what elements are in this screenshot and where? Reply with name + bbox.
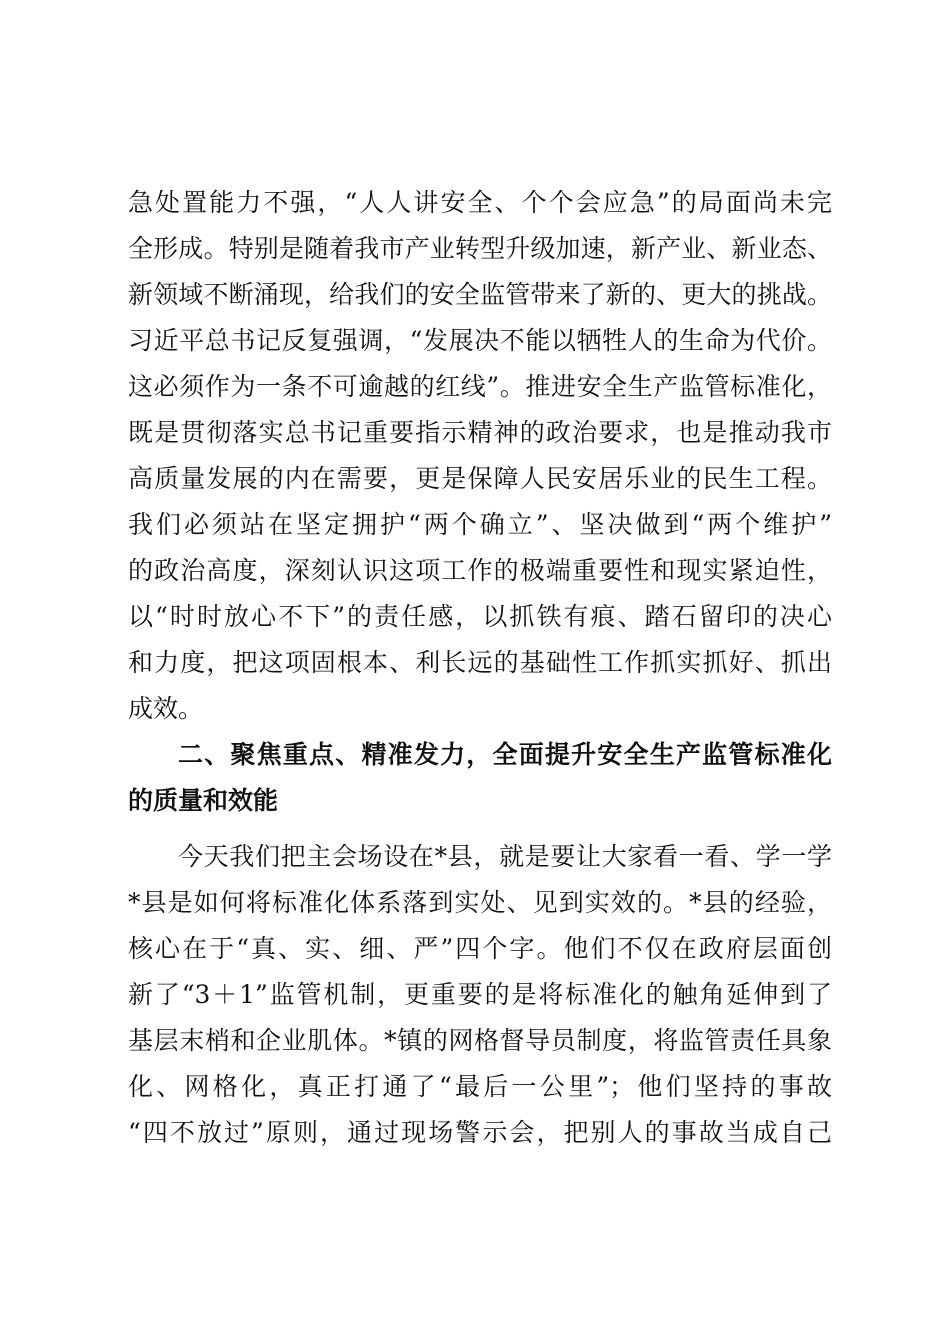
paragraph-1-line-10: 以“时时放心不下”的责任感，以抓铁有痕、踏石留印的决心 — [128, 602, 832, 631]
paragraph-1-line-5: 这必须作为一条不可逾越的红线”。推进安全生产监管标准化， — [128, 372, 832, 401]
paragraph-1-line-2: 全形成。特别是随着我市产业转型升级加速，新产业、新业态、 — [128, 234, 832, 263]
paragraph-2-line-2: *县是如何将标准化体系落到实处、见到实效的。*县的经验， — [128, 888, 832, 917]
paragraph-2-line-5: 基层末梢和企业肌体。*镇的网格督导员制度，将监管责任具象 — [128, 1026, 832, 1055]
section-heading-line-2: 的质量和效能 — [128, 786, 279, 815]
paragraph-1-line-9: 的政治高度，深刻认识这项工作的极端重要性和现实紧迫性， — [128, 556, 832, 585]
section-heading-line-1: 二、聚焦重点、精准发力，全面提升安全生产监管标准化 — [178, 740, 832, 769]
paragraph-1-line-11: 和力度，把这项固根本、利长远的基础性工作抓实抓好、抓出 — [128, 648, 832, 677]
paragraph-2-line-3: 核心在于“真、实、细、严”四个字。他们不仅在政府层面创 — [128, 934, 832, 963]
paragraph-1-line-3: 新领域不断涌现，给我们的安全监管带来了新的、更大的挑战。 — [128, 280, 832, 309]
paragraph-2-line-7: “四不放过”原则，通过现场警示会，把别人的事故当成自己 — [128, 1118, 832, 1147]
paragraph-2-line-6: 化、网格化，真正打通了“最后一公里”；他们坚持的事故 — [128, 1072, 832, 1101]
paragraph-1-line-8: 我们必须站在坚定拥护“两个确立”、坚决做到“两个维护” — [128, 510, 832, 539]
paragraph-2-line-4: 新了“3＋1”监管机制，更重要的是将标准化的触角延伸到了 — [128, 980, 832, 1009]
paragraph-1-line-6: 既是贯彻落实总书记重要指示精神的政治要求，也是推动我市 — [128, 418, 832, 447]
paragraph-1-line-7: 高质量发展的内在需要，更是保障人民安居乐业的民生工程。 — [128, 464, 832, 493]
paragraph-1-line-4: 习近平总书记反复强调，“发展决不能以牺牲人的生命为代价。 — [128, 326, 832, 355]
paragraph-2-line-1: 今天我们把主会场设在*县，就是要让大家看一看、学一学 — [178, 842, 832, 871]
paragraph-1-line-1: 急处置能力不强，“人人讲安全、个个会应急”的局面尚未完 — [128, 188, 832, 217]
paragraph-1-line-12: 成效。 — [128, 694, 204, 723]
